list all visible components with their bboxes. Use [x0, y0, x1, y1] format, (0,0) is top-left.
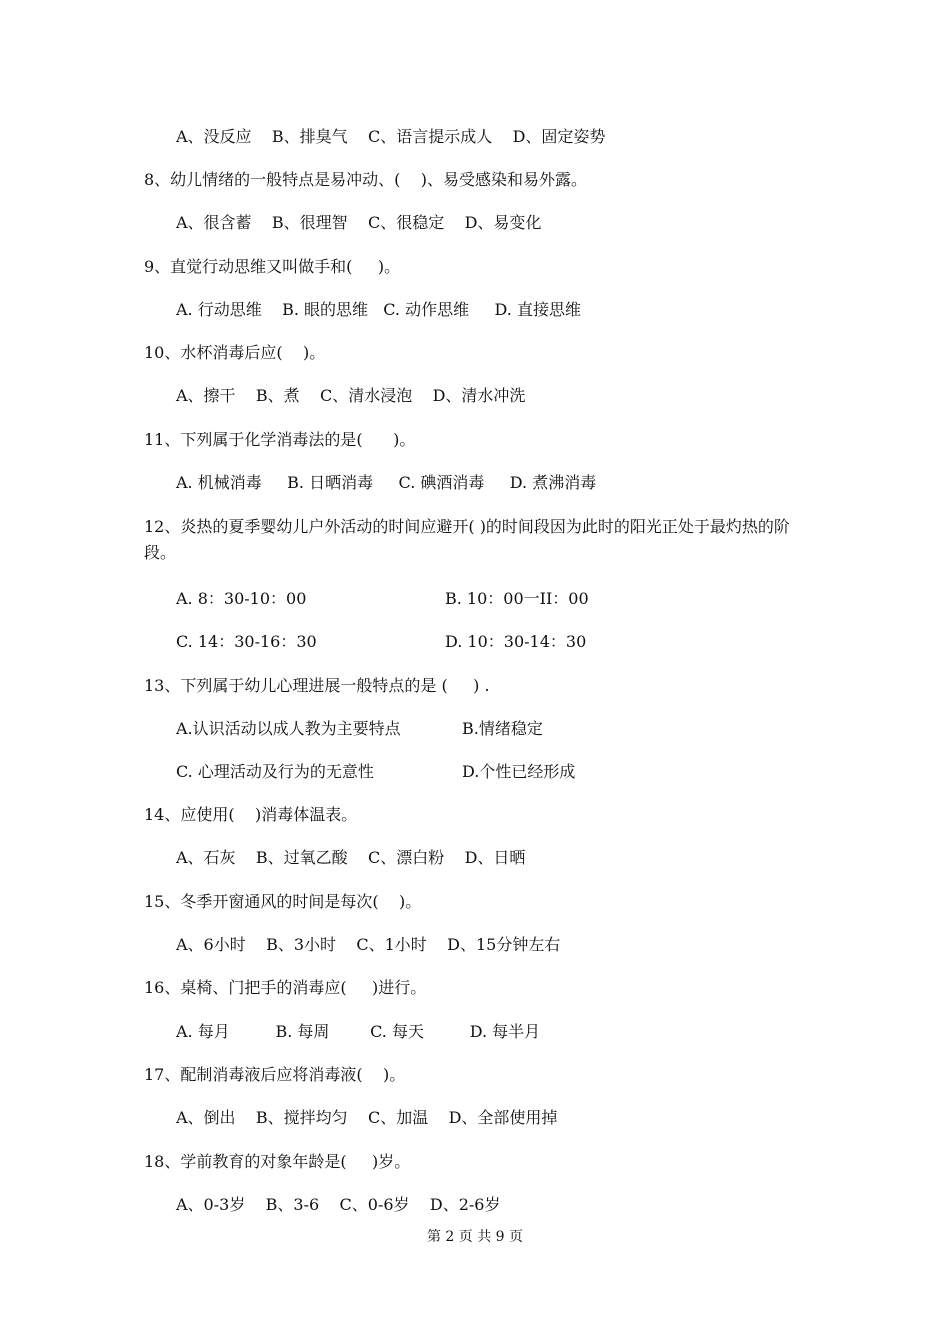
q14-options: A、石灰 B、过氧乙酸 C、漂白粉 D、日晒 — [176, 848, 526, 867]
q18-options: A、0-3岁 B、3-6 C、0-6岁 D、2-6岁 — [176, 1195, 501, 1214]
q12-option-a: A. 8：30-10：00 — [176, 589, 307, 608]
question-10: 10、水杯消毒后应( )。 — [144, 343, 326, 362]
question-17: 17、配制消毒液后应将消毒液( )。 — [144, 1065, 406, 1084]
page-number-footer: 第 2 页 共 9 页 — [426, 1229, 524, 1245]
q9-options: A. 行动思维 B. 眼的思维 C. 动作思维 D. 直接思维 — [176, 300, 581, 319]
q7-options: A、没反应 B、排臭气 C、语言提示成人 D、固定姿势 — [176, 127, 606, 146]
question-16: 16、桌椅、门把手的消毒应( )进行。 — [144, 978, 427, 997]
question-13: 13、下列属于幼儿心理进展一般特点的是 ( ) . — [144, 676, 490, 695]
question-9: 9、直觉行动思维又叫做手和( )。 — [144, 257, 401, 276]
q12-option-b: B. 10：00一II：00 — [445, 589, 589, 608]
q15-options: A、6小时 B、3小时 C、1小时 D、15分钟左右 — [176, 935, 561, 954]
q12-option-d: D. 10：30-14：30 — [445, 632, 587, 651]
q13-option-a: A.认识活动以成人教为主要特点 — [176, 719, 401, 738]
q10-options: A、擦干 B、煮 C、清水浸泡 D、清水冲洗 — [176, 386, 526, 405]
q11-options: A. 机械消毒 B. 日晒消毒 C. 碘酒消毒 D. 煮沸消毒 — [176, 473, 597, 492]
question-15: 15、冬季开窗通风的时间是每次( )。 — [144, 892, 422, 911]
q16-options: A. 每月 B. 每周 C. 每天 D. 每半月 — [176, 1022, 541, 1041]
q13-option-c: C. 心理活动及行为的无意性 — [176, 762, 374, 781]
question-11: 11、下列属于化学消毒法的是( )。 — [144, 430, 416, 449]
question-12: 12、炎热的夏季婴幼儿户外活动的时间应避开( )的时间段因为此时的阳光正处于最灼热的阶段。 — [144, 517, 790, 562]
q12-option-c: C. 14：30-16：30 — [176, 632, 317, 651]
question-14: 14、应使用( )消毒体温表。 — [144, 805, 358, 824]
q17-options: A、倒出 B、搅拌均匀 C、加温 D、全部使用掉 — [176, 1108, 558, 1127]
question-18: 18、学前教育的对象年龄是( )岁。 — [144, 1152, 411, 1171]
question-8: 8、幼儿情绪的一般特点是易冲动、( )、易受感染和易外露。 — [144, 170, 588, 189]
q13-option-b: B.情绪稳定 — [462, 719, 543, 738]
q13-option-d: D.个性已经形成 — [462, 762, 576, 781]
q8-options: A、很含蓄 B、很理智 C、很稳定 D、易变化 — [176, 213, 542, 232]
